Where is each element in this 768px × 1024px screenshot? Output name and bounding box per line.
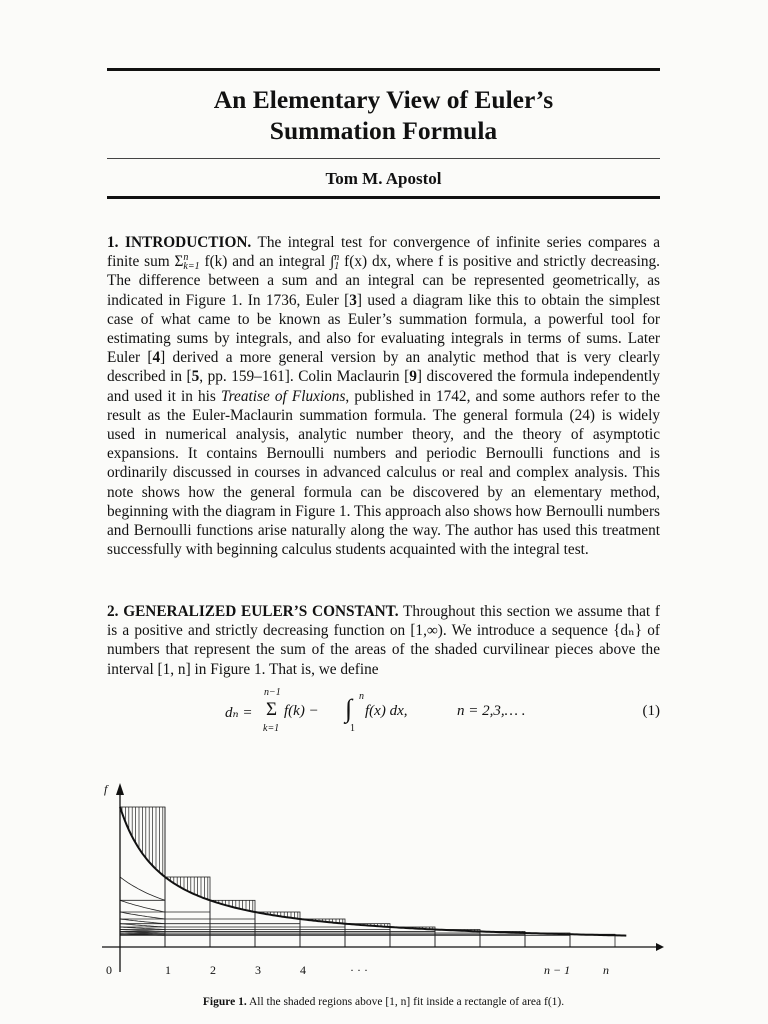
citation-4: 4 <box>152 349 161 367</box>
intro-text-g: ] discovered the formula independently and used it in his <box>107 368 660 405</box>
sum-notation <box>174 252 200 273</box>
sum-symbol: Σ <box>174 253 184 271</box>
eq-lhs: dₙ = <box>225 705 253 721</box>
stacked-piece <box>120 900 165 912</box>
stacked-piece <box>120 919 165 924</box>
x-tick-label: 4 <box>300 963 306 977</box>
stacked-piece <box>120 912 165 919</box>
intro-text-f: , pp. 159–161]. Colin Maclaurin [ <box>199 368 410 386</box>
x-tick-label: n <box>603 963 609 977</box>
figure-1 <box>88 775 668 995</box>
equation-number: (1) <box>642 703 660 719</box>
eq-int-upper: n <box>359 691 364 702</box>
integral-subscript: 1 <box>334 261 340 273</box>
title-line-1: An Elementary View of Euler’s <box>213 85 554 114</box>
sum-superscript: n <box>183 252 189 264</box>
eq-int-lower: 1 <box>350 723 355 734</box>
caption-text: All the shaded regions above [1, n] fit inside a rectangle of area f(1). <box>246 996 565 1008</box>
eq-sum-lower: k=1 <box>263 723 280 734</box>
eq-int-symbol: ∫ <box>345 694 353 723</box>
citation-3: 3 <box>349 291 357 309</box>
section-1-heading: 1. INTRODUCTION. <box>107 234 252 251</box>
y-axis-label: f <box>104 782 108 796</box>
eq-fx: f(x) dx, <box>365 703 408 719</box>
stacked-piece <box>120 924 165 927</box>
stacked-piece <box>120 877 165 900</box>
eq-sum-upper: n−1 <box>264 687 281 698</box>
treatise-title: Treatise of Fluxions <box>221 387 346 405</box>
intro-text-h: , published in 1742, and some authors refer to the result as the Euler-Maclaurin summation formula. The general formula (24) is widely used in numerical analysis, analytic number theory, and the theory of asymptotic expansions. It contains Bernoulli numbers and periodic Bernoulli functions and is ordinarily discussed in courses in advanced calculus or real and complex analysis. This note shows how the general formula can be discovered by an elementary method, beginning with the diagram in Figure 1. This approach also shows how Bernoulli numbers and Bernoulli functions arise naturally along the way. The author has used this treatment successfully with beginning calculus students acquainted with the integral test. <box>107 387 660 559</box>
integral-notation <box>330 252 340 273</box>
caption-label: Figure 1. <box>202 996 247 1008</box>
introduction-paragraph <box>107 233 660 559</box>
equation-1 <box>107 685 660 745</box>
title-divider <box>107 158 660 159</box>
header-bottom-rule <box>107 196 660 199</box>
y-axis-arrow <box>116 783 124 795</box>
eq-range: n = 2,3,… . <box>457 703 526 719</box>
citation-9: 9 <box>409 368 417 386</box>
intro-text-e: ] derived a more general version by an analytic method that is very clearly described in [ <box>107 349 661 386</box>
section-2-text: Throughout this section we assume that f is a positive and strictly decreasing function on [1,∞). We introduce a sequence {dₙ} of numbers that represent the sum of the areas of the shaded curvilinear pieces above the interval [1, n] in Figure 1. That is, we define <box>107 603 660 678</box>
section-2-heading: 2. GENERALIZED EULER’S CONSTANT. <box>107 603 399 620</box>
x-tick-label: 0 <box>106 963 112 977</box>
title-line-2: Summation Formula <box>269 116 498 145</box>
x-tick-label: 3 <box>255 963 261 977</box>
intro-text-a: The integral test for convergence of infinite series compares a finite sum <box>107 234 660 271</box>
x-tick-label: · · · <box>350 963 368 977</box>
x-axis-arrow <box>656 943 664 951</box>
eq-fk: f(k) − <box>284 703 319 719</box>
x-tick-label: 2 <box>210 963 216 977</box>
intro-text-b: f(k) and an integral <box>199 253 331 271</box>
citation-5: 5 <box>191 368 200 386</box>
integral-superscript: n <box>334 252 340 264</box>
top-rule <box>107 68 660 71</box>
integral-symbol: ∫ <box>330 253 335 271</box>
eq-sum-symbol: Σ <box>266 699 278 720</box>
x-tick-labels <box>106 963 609 977</box>
intro-text-c: f(x) dx, where f is positive and strictly decreasing. The difference between a sum and an integral can be represented geometrically, as indicated in Figure 1. In 1736, Euler [ <box>107 253 660 309</box>
article-title <box>107 84 660 146</box>
x-tick-label: n − 1 <box>544 963 571 977</box>
sum-subscript: k=1 <box>183 261 200 273</box>
author-name: Tom M. Apostol <box>325 169 442 188</box>
decreasing-curve <box>120 807 626 936</box>
figure-caption <box>107 995 660 1009</box>
intro-text-d: ] used a diagram like this to obtain the simplest case of what came to be known as Euler’s summation formula, a powerful tool for estimating sums by integrals, and also for evaluating integrals in terms of sums. Later Euler [ <box>107 291 660 367</box>
x-tick-label: 1 <box>165 963 171 977</box>
generalized-constant-paragraph <box>107 602 660 679</box>
